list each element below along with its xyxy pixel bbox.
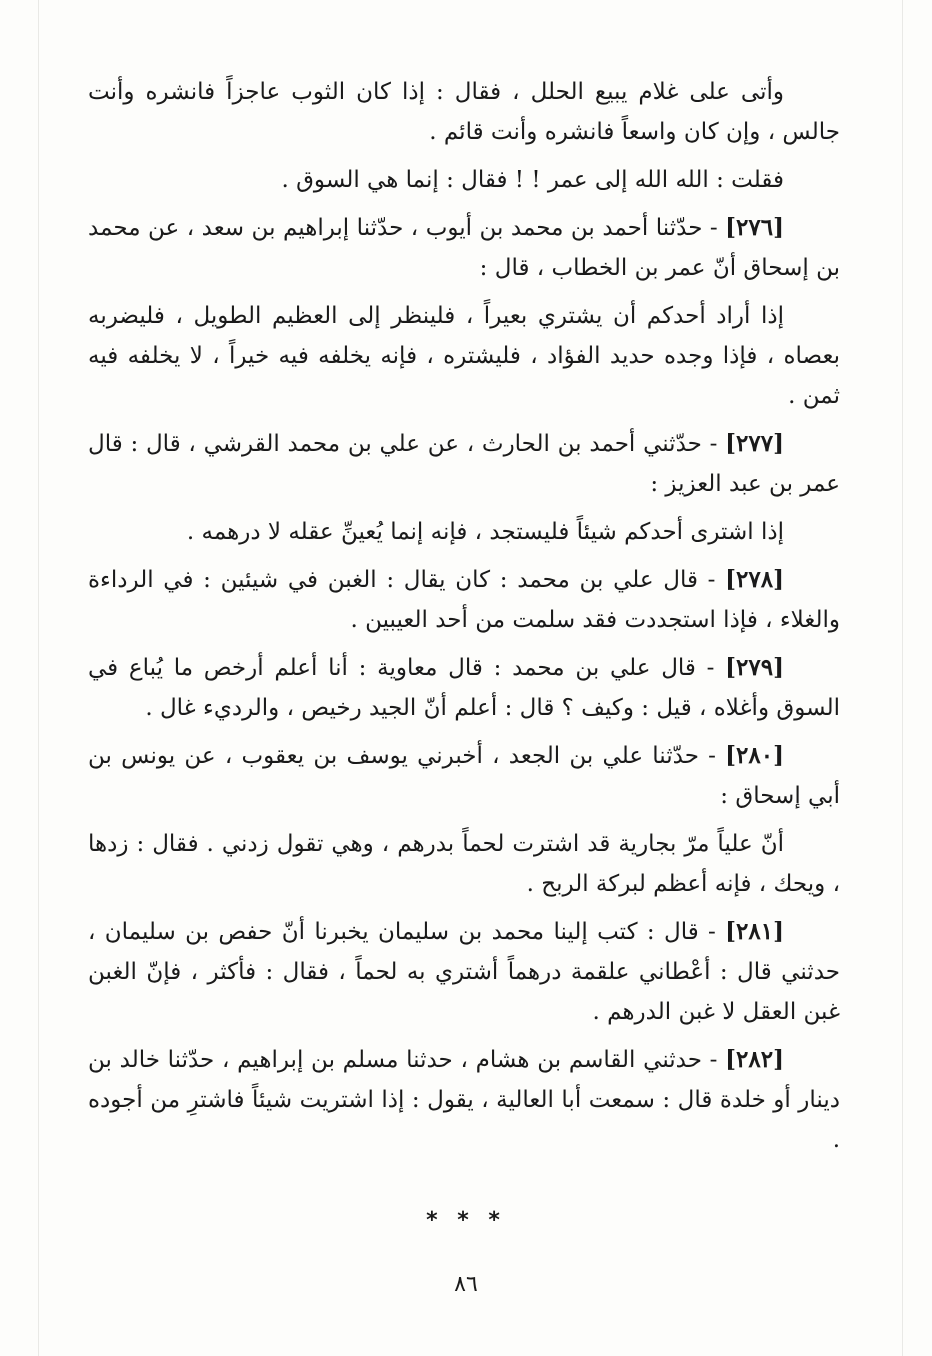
paragraph-text: - قال : كتب إلينا محمد بن سليمان يخبرنا أنّ حفص بن سليمان ، حدثني قال : أعْطاني علقمة درهماً أشتري به لحماً ، فقال : فأكثر ، فإنّ الغبن غبن العقل لا غبن الدرهم . <box>88 919 840 1025</box>
section-separator: * * * <box>426 1208 506 1233</box>
paragraph-5 <box>88 424 840 504</box>
paragraph-text: - حدّثنا أحمد بن محمد بن أيوب ، حدّثنا إبراهيم بن سعد ، عن محمد بن إسحاق أنّ عمر بن الخطاب ، قال : <box>88 215 840 281</box>
paragraph-text: - قال علي بن محمد : كان يقال : الغبن في شيئين : في الرداءة والغلاء ، فإذا استجددت فقد سلمت من أحد العيبين . <box>88 567 840 633</box>
hadith-number: [٢٧٧] <box>725 430 784 457</box>
paragraph-4 <box>88 296 840 416</box>
paragraph-3 <box>88 208 840 288</box>
page-body <box>88 72 840 1168</box>
paragraph-text: - قال علي بن محمد : قال معاوية : أنا أعلم أرخص ما يُباع في السوق وأغلاه ، قيل : وكيف ؟ قال : أعلم أنّ الجيد رخيص ، والرديء غال . <box>88 655 840 721</box>
paragraph-2 <box>88 160 840 200</box>
paragraph-9 <box>88 736 840 816</box>
page-edge-left <box>38 0 39 1356</box>
hadith-number: [٢٨١] <box>725 918 784 945</box>
hadith-number: [٢٧٩] <box>725 654 784 681</box>
hadith-number: [٢٨٠] <box>725 742 784 769</box>
paragraph-text: إذا أراد أحدكم أن يشتري بعيراً ، فلينظر إلى العظيم الطويل ، فليضربه بعصاه ، فإذا وجده حديد الفؤاد ، فليشتره ، فإنه يخلفه فيه خيراً ، لا يخلفه فيه ثمن . <box>88 303 840 409</box>
hadith-number: [٢٧٦] <box>725 214 784 241</box>
paragraph-10 <box>88 824 840 904</box>
paragraph-1 <box>88 72 840 152</box>
hadith-number: [٢٨٢] <box>725 1046 784 1073</box>
paragraph-text: إذا اشترى أحدكم شيئاً فليستجد ، فإنه إنما يُعينِّ عقله لا درهمه . <box>186 519 784 545</box>
hadith-number: [٢٧٨] <box>725 566 784 593</box>
paragraph-text: وأتى على غلام يبيع الحلل ، فقال : إذا كان الثوب عاجزاً فانشره وأنت جالس ، وإن كان واسعاً فانشره وأنت قائم . <box>88 79 840 145</box>
paragraph-6 <box>88 512 840 552</box>
paragraph-8 <box>88 648 840 728</box>
paragraph-12 <box>88 1040 840 1160</box>
paragraph-text: - حدثني القاسم بن هشام ، حدثنا مسلم بن إبراهيم ، حدّثنا خالد بن دينار أو خلدة قال : سمعت أبا العالية ، يقول : إذا اشتريت شيئاً فاشترِ من أجوده . <box>88 1047 840 1153</box>
paragraph-11 <box>88 912 840 1032</box>
page-number: ٨٦ <box>454 1272 478 1297</box>
paragraph-text: فقلت : الله الله إلى عمر ! ! فقال : إنما هي السوق . <box>281 167 784 193</box>
paragraph-text: - حدّثنا علي بن الجعد ، أخبرني يوسف بن يعقوب ، عن يونس بن أبي إسحاق : <box>88 743 840 809</box>
paragraph-7 <box>88 560 840 640</box>
page-edge-right <box>902 0 903 1356</box>
paragraph-text: أنّ علياً مرّ بجارية قد اشترت لحماً بدرهم ، وهي تقول زدني . فقال : زدها ، ويحك ، فإنه أعظم لبركة الربح . <box>88 831 840 897</box>
paragraph-text: - حدّثني أحمد بن الحارث ، عن علي بن محمد القرشي ، قال : قال عمر بن عبد العزيز : <box>88 431 840 497</box>
